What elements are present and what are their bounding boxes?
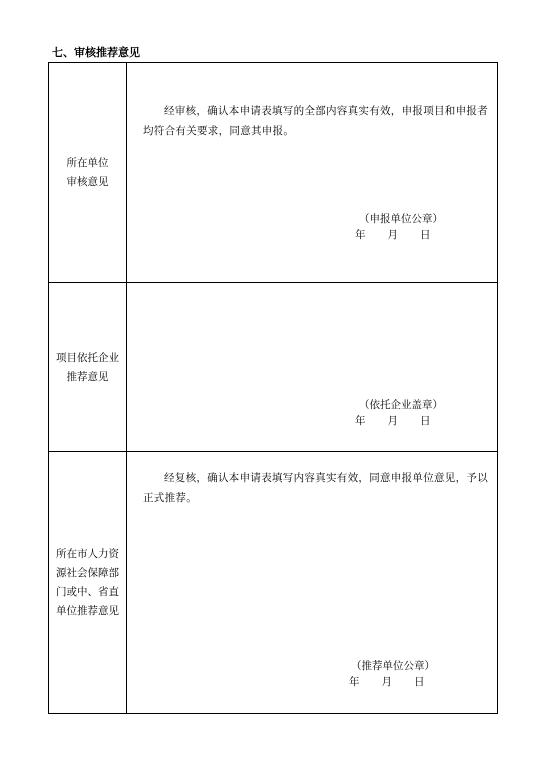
date-day: 日 [414, 676, 425, 688]
hr-recommendation-date [349, 674, 425, 689]
date-year: 年 [355, 415, 366, 427]
date-day: 日 [420, 229, 431, 241]
enterprise-recommendation-date [355, 413, 431, 428]
label-cell [49, 452, 127, 714]
unit-review-statement: 经审核，确认本申请表填写的全部内容真实有效，申报项目和申报者均符合有关要求，同意其申报。 [143, 105, 488, 137]
label-cell [49, 283, 127, 452]
hr-review-statement: 经复核，确认本申请表填写内容真实有效，同意申报单位意见，予以正式推荐。 [143, 472, 488, 504]
enterprise-recommendation-row [49, 282, 497, 452]
content-cell [127, 63, 497, 282]
date-day: 日 [420, 415, 431, 427]
date-month: 月 [387, 415, 398, 427]
review-recommendation-table [48, 62, 498, 714]
unit-seal-label: （申报单位公章） [359, 213, 443, 225]
unit-review-label: 所在单位 审核意见 [66, 156, 109, 188]
date-month: 月 [387, 229, 398, 241]
date-year: 年 [349, 676, 360, 688]
unit-review-row [49, 63, 497, 282]
enterprise-recommendation-label: 项目依托企业 推荐意见 [56, 351, 119, 383]
label-cell [49, 63, 127, 282]
hr-department-recommendation-label: 所在市人力资 源社会保障部 门或中、省直 单位推荐意见 [56, 548, 119, 617]
content-cell [127, 452, 497, 714]
date-month: 月 [381, 676, 392, 688]
recommending-unit-seal-label: （推荐单位公章） [351, 660, 435, 672]
section-title: 七、审核推荐意见 [52, 46, 140, 59]
hr-department-recommendation-row [49, 451, 497, 714]
date-year: 年 [355, 229, 366, 241]
unit-review-date [355, 227, 431, 242]
content-cell [127, 283, 497, 452]
enterprise-seal-label: （依托企业盖章） [359, 399, 443, 411]
